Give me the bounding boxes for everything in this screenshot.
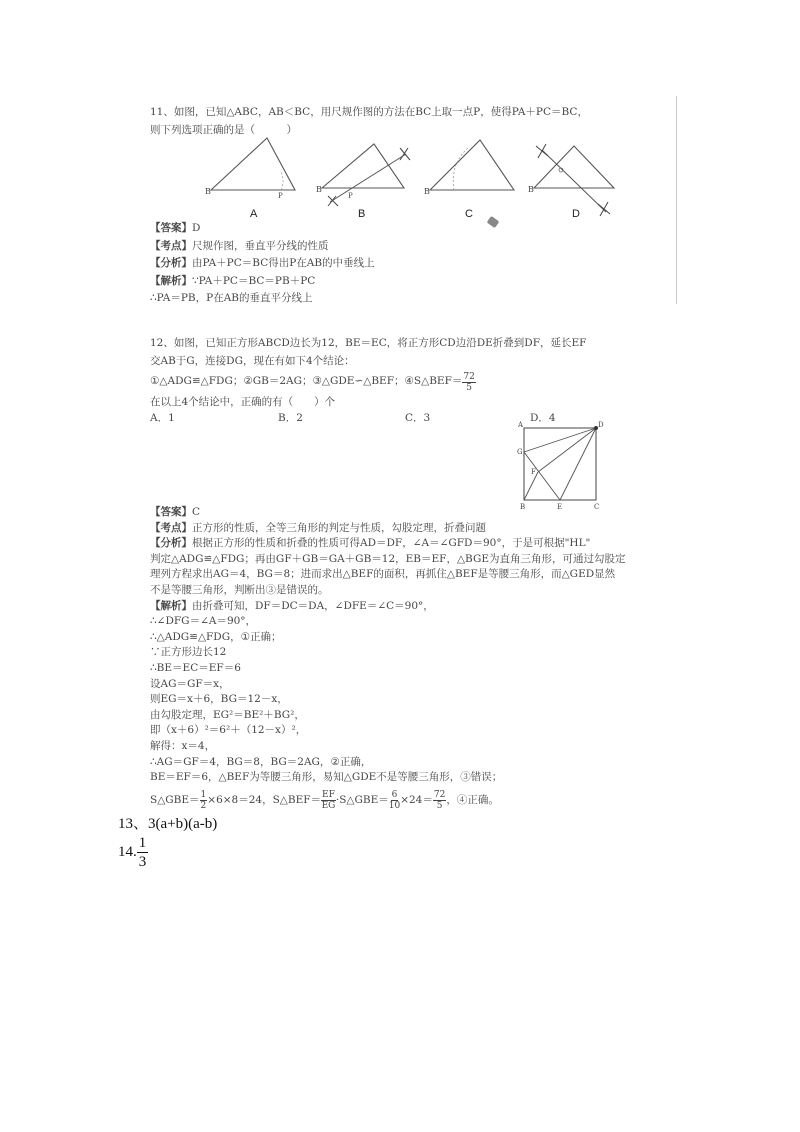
q12-area-ratio-num: EF [322,790,335,801]
q14-den: 3 [138,854,147,870]
q11-option-b: B [358,208,366,220]
q11-a-label-b: B [205,187,211,196]
q11-analysis-tag: 【分析】 [150,257,192,269]
q12-option-d: D．4 [530,412,556,424]
q11-analysis: 由PA＋PC＝BC得出P在AB的中垂线上 [192,257,375,269]
q12-area-prefix: S△GBE＝ [150,793,200,806]
q12-solution-tag: 【解析】 [150,599,192,612]
q12-area-six [389,790,400,811]
q12-area-result-den: 5 [436,801,443,812]
q11-solution-row [150,273,375,291]
q12-label-c: C [594,503,600,511]
q12-solution-row [150,599,626,615]
scan-edge-line [676,96,677,304]
q12-point-tag: 【考点】 [150,521,192,534]
q12-answer-row [150,505,626,521]
q12-step: ∴BE＝EC＝EF＝6 [150,661,241,674]
q12-section [150,335,586,412]
q12-label-d: D [598,421,604,429]
q12-label-b: B [520,503,526,511]
q11-solution-line2: ∴PA＝PB，P在AB的垂直平分线上 [150,292,313,304]
q12-area-row [150,786,626,816]
q12-stem-line4: 在以上4个结论中，正确的有（ ）个 [150,396,336,408]
q12-step: BE＝EF＝6，△BEF为等腰三角形，易知△GDE不是等腰三角形，③错误； [150,771,503,784]
q12-conclusion-frac-den: 5 [466,382,472,393]
q12-analysis-line2: 判定△ADG≌△FDG；再由GF＋GB＝GA＋GB＝12，EB＝EF，△BGE为直角三角形，可通过勾股定 [150,552,626,565]
scan-smudge [487,216,500,228]
q12-point: 正方形的性质，全等三角形的判定与性质，勾股定理，折叠问题 [192,521,486,534]
q12-step: ∴AG＝GF＝4，BG＝8，BG＝2AG，②正确， [150,755,372,768]
q11-c-label-b: B [424,187,430,196]
q12-conclusions-row [150,370,586,394]
q12-step: 设AG＝GF＝x， [150,677,230,690]
q12-point-row [150,521,626,537]
q12-area-end: ，④正确。 [446,793,499,806]
q12-step: 则EG＝x＋6，BG＝12－x， [150,693,288,706]
q11-stem-line2: 则下列选项正确的是（ ） [150,123,297,136]
q12-area-half-num: 1 [200,790,207,801]
q12-answer: C [192,506,201,518]
q12-analysis-row [150,536,626,552]
q11-solution-line1: ∵PA＋PC＝BC＝PB＋PC [192,274,316,287]
q12-conclusion-fraction [462,372,475,393]
q12-stem-line1: 12、如图，已知正方形ABCD边长为12，BE＝EC，将正方形CD边沿DE折叠到DF，延长EF [150,337,587,349]
q12-label-f: F [531,468,536,476]
q11-stem-line1: 11、如图，已知△ABC，AB＜BC，用尺规作图的方法在BC上取一点P，使得PA＋PC＝BC， [150,106,588,118]
q12-stem-line2: 交AB于G，连接DG，现在有如下4个结论： [150,354,355,367]
q11-point: 尺规作图，垂直平分线的性质 [192,239,329,252]
q12-option-c: C．3 [405,412,431,424]
q11-b-label-p: P [348,192,353,200]
q12-step: 解得：x＝4， [150,739,216,752]
q12-area-half [200,790,208,811]
q12-solution [150,505,626,816]
q12-answer-tag: 【答案】 [150,506,192,518]
q12-area-six-num: 6 [391,790,398,801]
q11-b-label-b: B [316,185,322,194]
q11-figure-a [205,132,300,200]
q11-d-label-b: B [528,185,534,194]
q12-area-ratio [321,790,336,811]
q12-area-mid: ×6×8＝24，S△BEF＝ [207,793,322,806]
q11-option-a: A [250,208,258,220]
q12-analysis-line4: 不是等腰三角形，判断出③是错误的。 [150,583,329,596]
q11-solution-tag: 【解析】 [150,274,192,287]
q12-step: ∴∠DFG＝∠A＝90°， [150,615,257,628]
q14-fraction [137,834,149,871]
q11-option-d: D [572,208,580,220]
q12-option-a: A．1 [150,412,175,424]
q12-conclusions: ①△ADG≌△FDG；②GB＝2AG；③△GDE∽△BEF；④S△BEF＝ [150,375,463,388]
q12-analysis-tag: 【分析】 [150,537,192,550]
q11-figure-b [316,140,416,208]
q11-point-row [150,238,375,256]
q12-area-mid3: ×24＝ [400,793,433,806]
q11-analysis-row [150,255,375,273]
q12-step: ∴△ADG≌△FDG，①正确； [150,630,282,643]
q11-point-tag: 【考点】 [150,239,192,252]
q12-label-e: E [557,503,563,511]
q11-a-label-p: P [278,192,283,200]
q11-answer-row [150,220,375,238]
q11-option-c: C [465,208,473,220]
q14-prefix: 14. [118,844,137,860]
q12-area-result-num: 72 [433,790,446,801]
q12-area-mid2: ·S△GBE＝ [335,793,389,806]
q12-step: ∵正方形边长12 [150,646,227,659]
q12-area-six-den: 10 [388,801,401,812]
q12-figure [516,420,606,512]
q12-analysis-line1: 根据正方形的性质和折叠的性质可得AD＝DF，∠A＝∠GFD＝90°，于是可根据"HL" [192,537,591,550]
q12-conclusion-frac-num: 72 [463,371,475,382]
q12-label-g: G [517,448,523,456]
q14-num: 1 [138,835,147,851]
q12-step: 即（x＋6）²＝6²＋（12－x）²， [150,724,307,737]
q12-option-b: B．2 [278,412,303,424]
q12-solution-intro: 由折叠可知，DF＝DC＝DA，∠DFE＝∠C＝90°， [192,599,434,612]
q11-answer: D [192,222,201,234]
q12-area-result [433,790,446,811]
q12-analysis-line3: 理列方程求出AG＝4，BG＝8；进而求出△BEF的面积，再抓住△BEF是等腰三角形，而△GED显然 [150,568,616,581]
q12-step: 由勾股定理，EG²＝BE²＋BG²， [150,708,305,721]
q12-area-half-den: 2 [200,801,207,812]
q13-answer: 13、3(a+b)(a-b) [118,816,218,832]
q11-figure-d [528,140,623,218]
q11-figure-c [424,134,519,200]
q12-label-a: A [518,421,524,429]
q11-solution [150,220,375,308]
q12-area-ratio-den: EG [321,801,336,812]
q14-answer [118,834,148,871]
q11-answer-tag: 【答案】 [150,222,192,234]
